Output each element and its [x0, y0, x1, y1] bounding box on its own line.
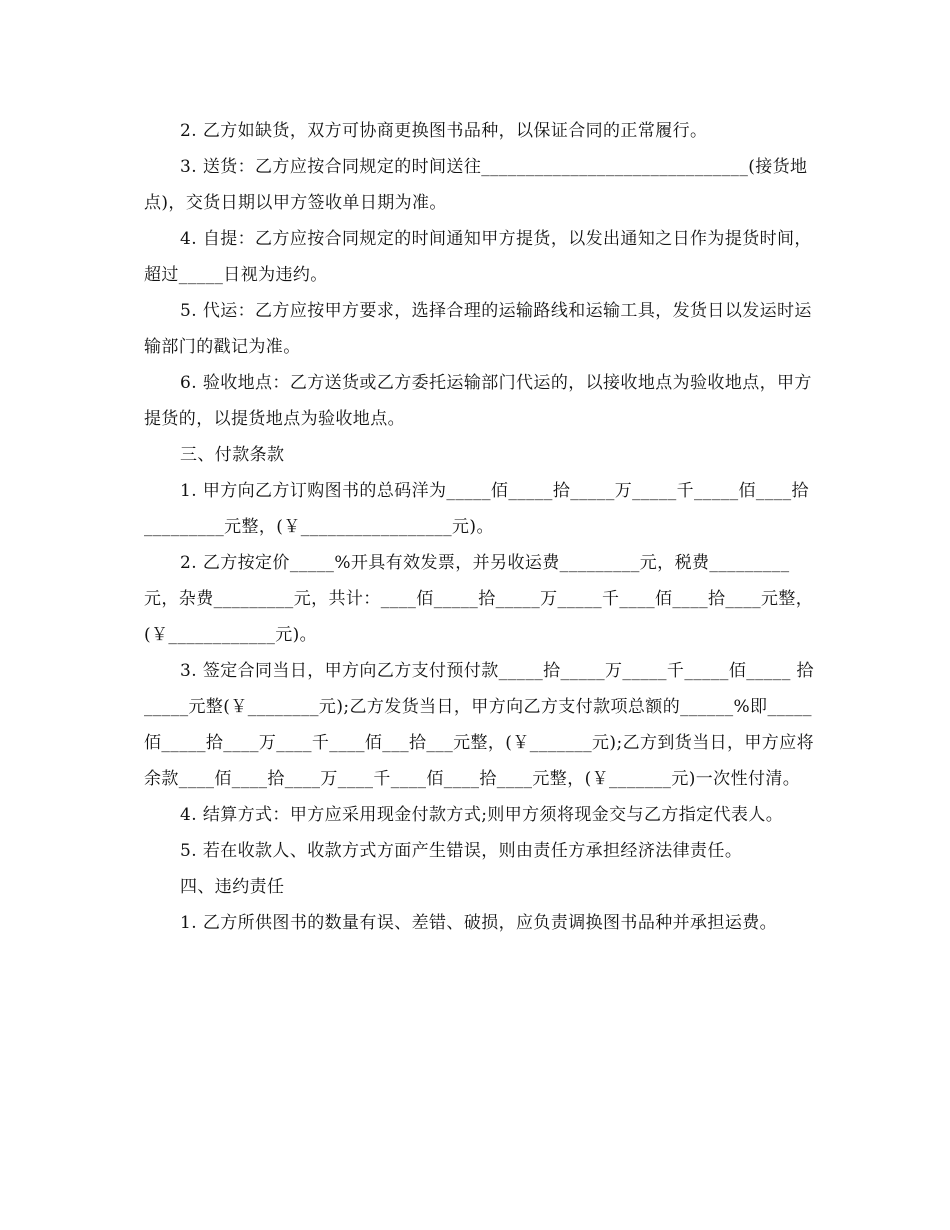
clause-5-shipping-agent: 5. 代运：乙方应按甲方要求，选择合理的运输路线和运输工具，发货日以发运时运输部门的戳记为准。 [144, 301, 812, 357]
breach-clause-1-quantity-errors: 1. 乙方所供图书的数量有误、差错、破损，应负责调换图书品种并承担运费。 [180, 913, 778, 933]
payment-clause-1-total: 1. 甲方向乙方订购图书的总码洋为_____佰_____拾_____万_____千_____佰____拾_________元整，(￥_________________元)。 [144, 481, 809, 537]
clause-6-inspection-location: 6. 验收地点：乙方送货或乙方委托运输部门代运的，以接收地点为验收地点，甲方提货的，以提货地点为验收地点。 [144, 373, 812, 429]
section-heading-payment-terms: 三、付款条款 [180, 445, 285, 465]
section-heading-breach-liability: 四、违约责任 [180, 877, 285, 897]
document-page [144, 113, 816, 941]
payment-clause-5-errors: 5. 若在收款人、收款方式方面产生错误，则由责任方承担经济法律责任。 [180, 841, 743, 861]
payment-clause-2-invoice: 2. 乙方按定价_____%开具有效发票，并另收运费_________元，税费_________元，杂费_________元，共计：____佰_____拾_____万_____千____佰____拾____元整，(￥____________元)。 [144, 553, 814, 645]
payment-clause-4-settlement: 4. 结算方式：甲方应采用现金付款方式;则甲方须将现金交与乙方指定代表人。 [180, 805, 784, 825]
clause-2-stock-shortage: 2. 乙方如缺货，双方可协商更换图书品种，以保证合同的正常履行。 [180, 121, 708, 141]
payment-clause-3-installments: 3. 签定合同当日，甲方向乙方支付预付款_____拾_____万_____千_____佰_____ 拾_____元整(￥________元);乙方发货当日，甲方向乙方支付款项总额的______%即_____佰_____拾____万____千____佰___拾___元整，(￥_______元);乙方到货当日，甲方应将余款____佰____拾____万____千____佰____拾____元整，(￥_______元)一次性付清。 [144, 661, 814, 789]
clause-4-self-pickup: 4. 自提：乙方应按合同规定的时间通知甲方提货，以发出通知之日作为提货时间，超过_____日视为违约。 [144, 229, 812, 285]
clause-3-delivery: 3. 送货：乙方应按合同规定的时间送往______________________________(接货地点)，交货日期以甲方签收单日期为准。 [144, 157, 808, 213]
